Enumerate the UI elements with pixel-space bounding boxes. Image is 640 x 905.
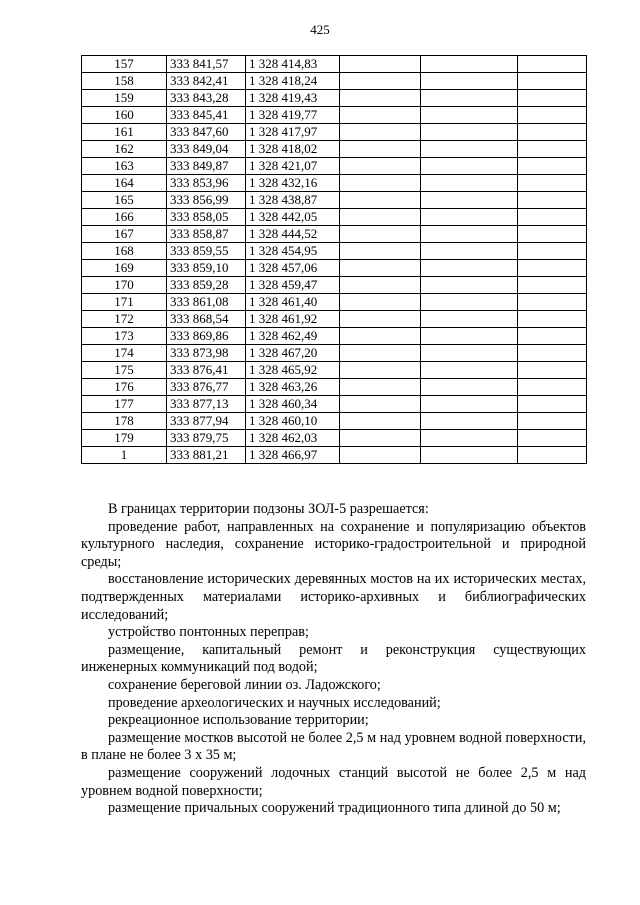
point-number-cell: 165 <box>82 192 167 209</box>
y-coordinate-cell: 1 328 461,40 <box>246 294 340 311</box>
empty-cell <box>340 192 421 209</box>
empty-cell <box>518 158 587 175</box>
paragraph: размещение сооружений лодочных станций высотой не более 2,5 м над уровнем водной поверхности; <box>81 764 586 799</box>
empty-cell <box>421 328 518 345</box>
empty-cell <box>340 226 421 243</box>
x-coordinate-cell: 333 859,55 <box>167 243 246 260</box>
x-coordinate-cell: 333 876,41 <box>167 362 246 379</box>
table-row <box>82 124 587 141</box>
empty-cell <box>518 311 587 328</box>
table-row <box>82 56 587 73</box>
y-coordinate-cell: 1 328 460,34 <box>246 396 340 413</box>
empty-cell <box>518 192 587 209</box>
x-coordinate-cell: 333 876,77 <box>167 379 246 396</box>
point-number-cell: 168 <box>82 243 167 260</box>
empty-cell <box>518 396 587 413</box>
x-coordinate-cell: 333 853,96 <box>167 175 246 192</box>
x-coordinate-cell: 333 859,28 <box>167 277 246 294</box>
y-coordinate-cell: 1 328 457,06 <box>246 260 340 277</box>
empty-cell <box>340 447 421 464</box>
x-coordinate-cell: 333 879,75 <box>167 430 246 447</box>
y-coordinate-cell: 1 328 417,97 <box>246 124 340 141</box>
empty-cell <box>421 124 518 141</box>
point-number-cell: 176 <box>82 379 167 396</box>
empty-cell <box>421 209 518 226</box>
point-number-cell: 160 <box>82 107 167 124</box>
y-coordinate-cell: 1 328 461,92 <box>246 311 340 328</box>
table-row <box>82 413 587 430</box>
empty-cell <box>340 243 421 260</box>
empty-cell <box>518 107 587 124</box>
empty-cell <box>518 379 587 396</box>
empty-cell <box>518 243 587 260</box>
empty-cell <box>518 345 587 362</box>
table-row <box>82 107 587 124</box>
y-coordinate-cell: 1 328 454,95 <box>246 243 340 260</box>
point-number-cell: 170 <box>82 277 167 294</box>
empty-cell <box>518 141 587 158</box>
y-coordinate-cell: 1 328 419,43 <box>246 90 340 107</box>
x-coordinate-cell: 333 881,21 <box>167 447 246 464</box>
empty-cell <box>421 430 518 447</box>
y-coordinate-cell: 1 328 432,16 <box>246 175 340 192</box>
point-number-cell: 166 <box>82 209 167 226</box>
paragraph: размещение причальных сооружений традиционного типа длиной до 50 м; <box>108 800 561 817</box>
empty-cell <box>518 447 587 464</box>
empty-cell <box>340 158 421 175</box>
empty-cell <box>340 90 421 107</box>
empty-cell <box>421 345 518 362</box>
empty-cell <box>518 73 587 90</box>
empty-cell <box>518 56 587 73</box>
paragraph: проведение археологических и научных исследований; <box>108 694 441 711</box>
table-row <box>82 192 587 209</box>
point-number-cell: 1 <box>82 447 167 464</box>
x-coordinate-cell: 333 861,08 <box>167 294 246 311</box>
empty-cell <box>421 192 518 209</box>
point-number-cell: 163 <box>82 158 167 175</box>
empty-cell <box>421 175 518 192</box>
point-number-cell: 158 <box>82 73 167 90</box>
table-row <box>82 260 587 277</box>
point-number-cell: 171 <box>82 294 167 311</box>
table-row <box>82 447 587 464</box>
empty-cell <box>421 260 518 277</box>
point-number-cell: 174 <box>82 345 167 362</box>
empty-cell <box>340 260 421 277</box>
x-coordinate-cell: 333 873,98 <box>167 345 246 362</box>
empty-cell <box>421 379 518 396</box>
empty-cell <box>421 56 518 73</box>
y-coordinate-cell: 1 328 418,02 <box>246 141 340 158</box>
x-coordinate-cell: 333 877,13 <box>167 396 246 413</box>
y-coordinate-cell: 1 328 442,05 <box>246 209 340 226</box>
empty-cell <box>421 243 518 260</box>
empty-cell <box>340 56 421 73</box>
empty-cell <box>421 362 518 379</box>
empty-cell <box>340 209 421 226</box>
empty-cell <box>340 396 421 413</box>
table-row <box>82 175 587 192</box>
point-number-cell: 164 <box>82 175 167 192</box>
point-number-cell: 178 <box>82 413 167 430</box>
point-number-cell: 161 <box>82 124 167 141</box>
empty-cell <box>340 345 421 362</box>
paragraph: В границах территории подзоны ЗОЛ-5 разрешается: <box>108 501 429 517</box>
x-coordinate-cell: 333 843,28 <box>167 90 246 107</box>
empty-cell <box>421 413 518 430</box>
empty-cell <box>340 362 421 379</box>
point-number-cell: 173 <box>82 328 167 345</box>
table-row <box>82 90 587 107</box>
table-row <box>82 209 587 226</box>
empty-cell <box>518 294 587 311</box>
x-coordinate-cell: 333 859,10 <box>167 260 246 277</box>
empty-cell <box>518 209 587 226</box>
empty-cell <box>518 277 587 294</box>
y-coordinate-cell: 1 328 414,83 <box>246 56 340 73</box>
x-coordinate-cell: 333 842,41 <box>167 73 246 90</box>
y-coordinate-cell: 1 328 438,87 <box>246 192 340 209</box>
point-number-cell: 167 <box>82 226 167 243</box>
empty-cell <box>421 107 518 124</box>
empty-cell <box>421 90 518 107</box>
x-coordinate-cell: 333 849,04 <box>167 141 246 158</box>
empty-cell <box>518 175 587 192</box>
y-coordinate-cell: 1 328 418,24 <box>246 73 340 90</box>
y-coordinate-cell: 1 328 465,92 <box>246 362 340 379</box>
empty-cell <box>518 413 587 430</box>
table-row <box>82 328 587 345</box>
table-row <box>82 277 587 294</box>
paragraph: сохранение береговой линии оз. Ладожского; <box>108 676 381 693</box>
paragraph: восстановление исторических деревянных мостов на их исторических местах, подтвержденных материалами историко-архивных и библиографических исследований; <box>81 571 586 623</box>
empty-cell <box>340 328 421 345</box>
empty-cell <box>518 226 587 243</box>
empty-cell <box>518 362 587 379</box>
point-number-cell: 177 <box>82 396 167 413</box>
empty-cell <box>518 124 587 141</box>
paragraph: размещение, капитальный ремонт и реконструкция существующих инженерных коммуникаций под водой; <box>81 641 586 676</box>
x-coordinate-cell: 333 845,41 <box>167 107 246 124</box>
empty-cell <box>340 73 421 90</box>
point-number-cell: 159 <box>82 90 167 107</box>
y-coordinate-cell: 1 328 462,49 <box>246 328 340 345</box>
empty-cell <box>518 328 587 345</box>
y-coordinate-cell: 1 328 466,97 <box>246 447 340 464</box>
x-coordinate-cell: 333 849,87 <box>167 158 246 175</box>
y-coordinate-cell: 1 328 419,77 <box>246 107 340 124</box>
empty-cell <box>340 430 421 447</box>
paragraph: рекреационное использование территории; <box>108 712 369 729</box>
table-row <box>82 362 587 379</box>
y-coordinate-cell: 1 328 459,47 <box>246 277 340 294</box>
table-row <box>82 141 587 158</box>
y-coordinate-cell: 1 328 462,03 <box>246 430 340 447</box>
coordinates-table <box>81 55 587 464</box>
paragraph: проведение работ, направленных на сохранение и популяризацию объектов культурного наследия, сохранение историко-градостроительной и природной среды; <box>81 518 586 570</box>
empty-cell <box>421 294 518 311</box>
empty-cell <box>340 311 421 328</box>
permitted-activities-text <box>81 501 586 818</box>
table-row <box>82 345 587 362</box>
empty-cell <box>421 311 518 328</box>
empty-cell <box>340 277 421 294</box>
y-coordinate-cell: 1 328 463,26 <box>246 379 340 396</box>
empty-cell <box>421 447 518 464</box>
empty-cell <box>340 294 421 311</box>
empty-cell <box>340 413 421 430</box>
x-coordinate-cell: 333 858,87 <box>167 226 246 243</box>
table-row <box>82 243 587 260</box>
y-coordinate-cell: 1 328 421,07 <box>246 158 340 175</box>
page-number: 425 <box>310 22 330 37</box>
x-coordinate-cell: 333 841,57 <box>167 56 246 73</box>
empty-cell <box>340 124 421 141</box>
empty-cell <box>421 141 518 158</box>
table-row <box>82 396 587 413</box>
empty-cell <box>340 379 421 396</box>
point-number-cell: 169 <box>82 260 167 277</box>
empty-cell <box>340 175 421 192</box>
empty-cell <box>421 396 518 413</box>
empty-cell <box>421 226 518 243</box>
point-number-cell: 179 <box>82 430 167 447</box>
empty-cell <box>340 107 421 124</box>
paragraph: устройство понтонных переправ; <box>108 624 309 641</box>
point-number-cell: 162 <box>82 141 167 158</box>
table-row <box>82 158 587 175</box>
coordinates-table-body <box>82 56 587 464</box>
empty-cell <box>518 90 587 107</box>
y-coordinate-cell: 1 328 460,10 <box>246 413 340 430</box>
table-row <box>82 311 587 328</box>
x-coordinate-cell: 333 847,60 <box>167 124 246 141</box>
x-coordinate-cell: 333 877,94 <box>167 413 246 430</box>
empty-cell <box>340 141 421 158</box>
table-row <box>82 430 587 447</box>
empty-cell <box>421 277 518 294</box>
point-number-cell: 175 <box>82 362 167 379</box>
point-number-cell: 157 <box>82 56 167 73</box>
y-coordinate-cell: 1 328 467,20 <box>246 345 340 362</box>
x-coordinate-cell: 333 869,86 <box>167 328 246 345</box>
table-row <box>82 379 587 396</box>
x-coordinate-cell: 333 868,54 <box>167 311 246 328</box>
empty-cell <box>421 73 518 90</box>
empty-cell <box>518 260 587 277</box>
empty-cell <box>421 158 518 175</box>
x-coordinate-cell: 333 858,05 <box>167 209 246 226</box>
table-row <box>82 294 587 311</box>
y-coordinate-cell: 1 328 444,52 <box>246 226 340 243</box>
point-number-cell: 172 <box>82 311 167 328</box>
x-coordinate-cell: 333 856,99 <box>167 192 246 209</box>
table-row <box>82 73 587 90</box>
table-row <box>82 226 587 243</box>
empty-cell <box>518 430 587 447</box>
paragraph: размещение мостков высотой не более 2,5 м над уровнем водной поверхности, в плане не более 3 x 35 м; <box>81 729 586 764</box>
